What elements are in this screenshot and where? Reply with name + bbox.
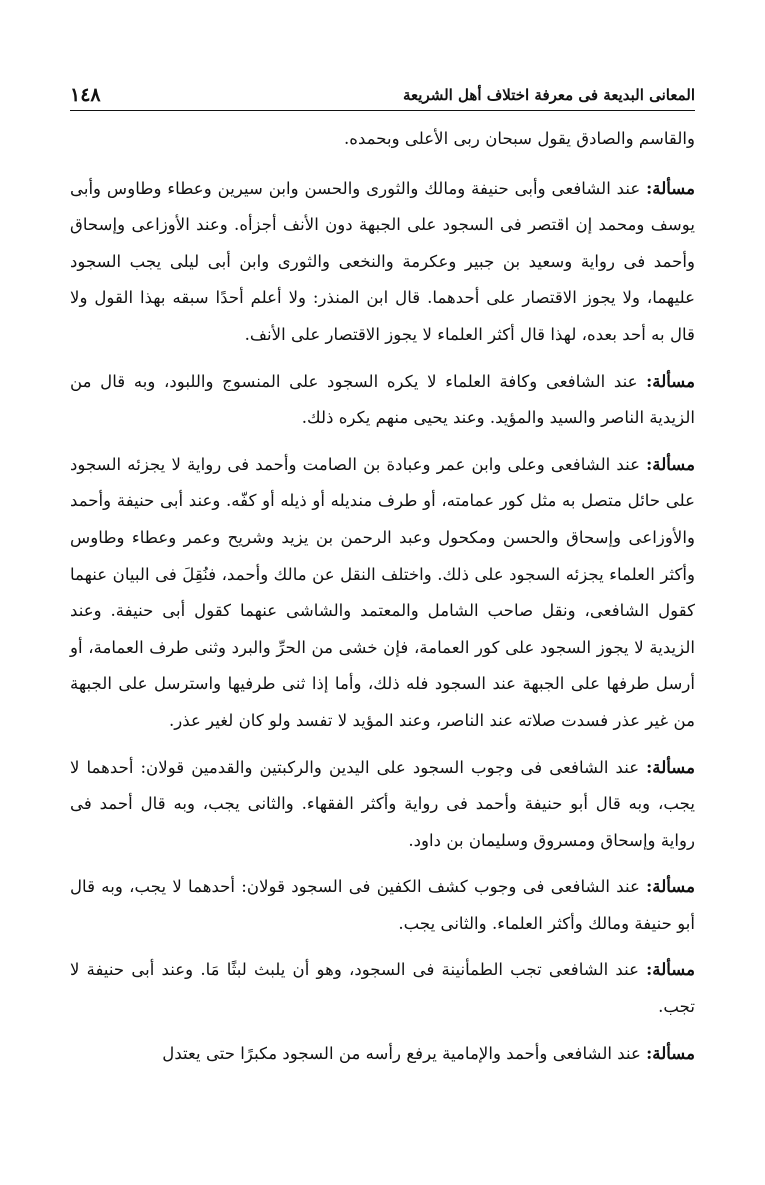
issue-text: عند الشافعى فى وجوب السجود على اليدين والركبتين والقدمين قولان: أحدهما لا يجب، وبه قال أبو حنيفة وأحمد فى رواية وأكثر الفقهاء. والثانى يجب، وبه قال أحمد فى رواية وإسحاق ومسروق وسليمان بن داود.: [70, 757, 695, 850]
issue-label: مسألة:: [646, 756, 695, 777]
issue-text: عند الشافعى وعلى وابن عمر وعبادة بن الصامت وأحمد فى رواية لا يجزئه السجود على حائل متصل به مثل كور عمامته، أو طرف منديله أو ذيله أو كفّه. وعند أبى حنيفة وأحمد والأوزاعى وإسحاق والحسن ومكحول وعبد الرحمن بن يزيد وشريح وعمر وعطاء وطاوس وأكثر العلماء يجزئه السجود على ذلك. واختلف النقل عن مالك وأحمد، فنُقِلَ فى البيان عنهما كقول الشافعى، ونقل صاحب الشامل والمعتمد والشاشى عنهما كقول أبى حنيفة. وعند الزيدية لا يجوز السجود على كور العمامة، فإن خشى من الحرِّ والبرد وثنى طرف العمامة، أو أرسل طرفها على الجبهة عند السجود فله ذلك، وأما إذا ثنى طرفيها واسترسل على الجبهة من غير عذر فسدت صلاته عند الناصر، وعند المؤيد لا تفسد ولو كان لغير عذر.: [70, 454, 695, 730]
book-page: [70, 70, 695, 1150]
issue-label: مسألة:: [646, 453, 695, 474]
issue-label: مسألة:: [646, 370, 695, 391]
page-number: ١٤٨: [70, 84, 101, 106]
issue-label: مسألة:: [646, 959, 695, 980]
issue-label: مسألة:: [646, 1042, 695, 1063]
issue-paragraph: [70, 446, 695, 740]
issue-paragraph: [70, 868, 695, 942]
book-title: المعانى البديعة فى معرفة اختلاف أهل الشريعة: [402, 86, 695, 104]
issue-paragraph: [70, 749, 695, 860]
issue-paragraph: [70, 951, 695, 1025]
continuation-paragraph: والقاسم والصادق يقول سبحان ربى الأعلى وبحمده.: [344, 129, 695, 148]
issue-text: عند الشافعى وأحمد والإمامية يرفع رأسه من السجود مكبرًا حتى يعتدل: [162, 1043, 641, 1063]
issue-label: مسألة:: [646, 177, 695, 198]
issue-paragraph: [70, 363, 695, 437]
running-header: [70, 70, 695, 111]
issue-text: عند الشافعى وأبى حنيفة ومالك والثورى والحسن وابن سيرين وعطاء وطاوس وأبى يوسف ومحمد إن اقتصر فى السجود على الجبهة دون الأنف أجزأه. وعند الأوزاعى وإسحاق وأحمد فى رواية وسعيد بن جبير وعكرمة والنخعى والثورى وابن أبى ليلى يجب السجود عليهما، ولا يجوز الاقتصار على أحدهما. قال ابن المنذر: ولا أعلم أحدًا سبقه بهذا القول ولا قال به أحد بعده، لهذا قال أكثر العلماء لا يجوز الاقتصار على الأنف.: [70, 178, 695, 344]
issue-text: عند الشافعى فى وجوب كشف الكفين فى السجود قولان: أحدهما لا يجب، وبه قال أبو حنيفة ومالك وأكثر العلماء. والثانى يجب.: [70, 877, 695, 933]
issue-paragraph: [70, 170, 695, 354]
page-body: [70, 121, 695, 1072]
issue-text: عند الشافعى وكافة العلماء لا يكره السجود على المنسوج واللبود، وبه قال من الزيدية الناصر والسيد والمؤيد. وعند يحيى منهم يكره ذلك.: [70, 371, 695, 428]
issue-label: مسألة:: [646, 876, 695, 897]
issue-paragraph: [70, 1035, 695, 1073]
issue-text: عند الشافعى تجب الطمأنينة فى السجود، وهو أن يلبث لبثًا مَا. وعند أبى حنيفة لا تجب.: [70, 960, 695, 1017]
